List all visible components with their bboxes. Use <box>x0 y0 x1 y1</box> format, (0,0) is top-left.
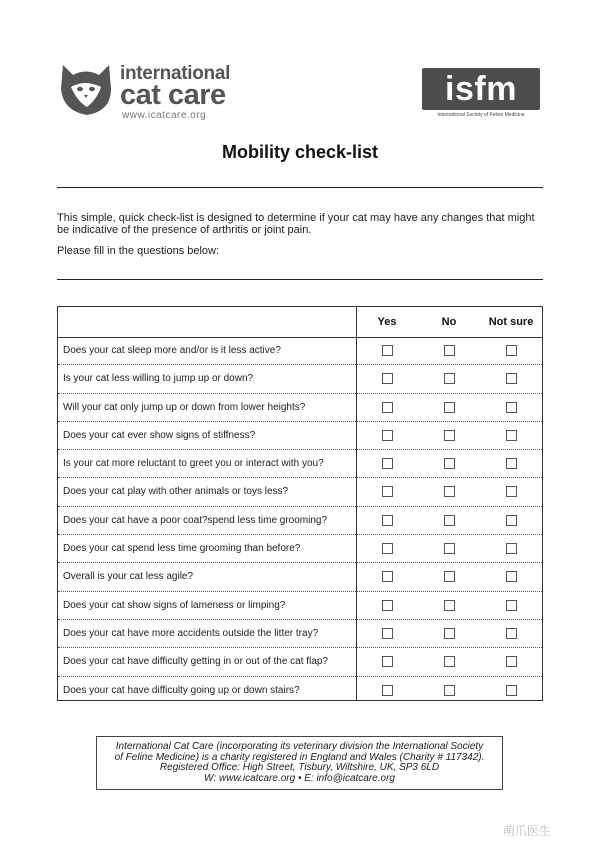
checkbox-yes[interactable] <box>382 656 393 667</box>
icc-logo-line2: cat care <box>120 79 226 111</box>
question-label: Does your cat show signs of lameness or limping? <box>63 599 286 611</box>
question-label: Does your cat have difficulty going up or down stairs? <box>63 684 300 696</box>
table-row <box>58 563 542 591</box>
checkbox-yes[interactable] <box>382 430 393 441</box>
column-header-no: No <box>441 316 457 328</box>
checkbox-not-sure[interactable] <box>506 515 517 526</box>
checkbox-yes[interactable] <box>382 543 393 554</box>
checkbox-not-sure[interactable] <box>506 600 517 611</box>
checkbox-no[interactable] <box>444 685 455 696</box>
table-row <box>58 620 542 648</box>
isfm-logo-subtitle: International Society of Feline Medicine <box>437 112 525 118</box>
checkbox-no[interactable] <box>444 402 455 413</box>
divider-top <box>57 187 543 188</box>
table-row <box>58 677 542 705</box>
checkbox-no[interactable] <box>444 373 455 384</box>
question-label: Does your cat ever show signs of stiffness? <box>63 429 256 441</box>
checkbox-not-sure[interactable] <box>506 571 517 582</box>
question-label: Does your cat have more accidents outside the litter tray? <box>63 627 319 639</box>
question-label: Does your cat spend less time grooming than before? <box>63 543 301 555</box>
table-row <box>58 450 542 478</box>
checkbox-no[interactable] <box>444 628 455 639</box>
checkbox-no[interactable] <box>444 571 455 582</box>
question-label: Will your cat only jump up or down from lower heights? <box>63 401 306 413</box>
question-label: Does your cat play with other animals or toys less? <box>63 486 289 498</box>
checkbox-not-sure[interactable] <box>506 345 517 356</box>
checkbox-yes[interactable] <box>382 515 393 526</box>
table-row <box>58 422 542 450</box>
checkbox-not-sure[interactable] <box>506 543 517 554</box>
question-label: Does your cat have difficulty getting in or out of the cat flap? <box>63 656 328 668</box>
footer-line-3: Registered Office: High Street, Tisbury, Wiltshire, UK, SP3 6LD <box>159 762 440 773</box>
question-label: Is your cat less willing to jump up or down? <box>63 373 254 385</box>
table-header <box>58 307 542 338</box>
page-title: Mobility check-list <box>221 142 379 162</box>
isfm-logo <box>422 68 540 120</box>
checkbox-yes[interactable] <box>382 373 393 384</box>
question-label: Overall is your cat less agile? <box>63 571 194 583</box>
table-row <box>58 394 542 422</box>
checkbox-no[interactable] <box>444 345 455 356</box>
icc-logo-line1: international <box>120 63 231 84</box>
table-row <box>58 592 542 620</box>
icc-logo-url: www.icatcare.org <box>122 110 207 121</box>
table-row <box>58 535 542 563</box>
checkbox-no[interactable] <box>444 430 455 441</box>
footer-box <box>96 736 503 790</box>
checkbox-yes[interactable] <box>382 486 393 497</box>
checkbox-yes[interactable] <box>382 345 393 356</box>
column-header-not-sure: Not sure <box>488 316 534 328</box>
checklist-table <box>57 306 543 701</box>
checkbox-not-sure[interactable] <box>506 373 517 384</box>
checkbox-no[interactable] <box>444 600 455 611</box>
checkbox-yes[interactable] <box>382 402 393 413</box>
question-label: Does your cat have a poor coat?spend less time grooming? <box>63 514 328 526</box>
isfm-logo-text: isfm <box>445 70 517 108</box>
checkbox-yes[interactable] <box>382 628 393 639</box>
question-label: Is your cat more reluctant to greet you or interact with you? <box>63 458 324 470</box>
footer-line-4: W: www.icatcare.org • E: info@icatcare.org <box>204 772 395 784</box>
footer-line-1: International Cat Care (incorporating its veterinary division the International Society <box>115 741 484 752</box>
question-label: Does your cat sleep more and/or is it less active? <box>63 345 281 356</box>
checkbox-no[interactable] <box>444 543 455 554</box>
table-row <box>58 478 542 506</box>
checkbox-not-sure[interactable] <box>506 430 517 441</box>
question-rows <box>58 337 542 705</box>
divider-bottom <box>57 279 543 280</box>
checkbox-not-sure[interactable] <box>506 486 517 497</box>
checkbox-yes[interactable] <box>382 600 393 611</box>
table-row <box>58 337 542 365</box>
checkbox-not-sure[interactable] <box>506 458 517 469</box>
intro-text: This simple, quick check-list is designed to determine if your cat may have any changes that might be indicative of the presence of arthritis or joint pain. <box>57 212 535 236</box>
watermark-text: 萌爪医生 <box>503 824 552 838</box>
table-row <box>58 365 542 393</box>
footer-line-2: of Feline Medicine) is a charity registered in England and Wales (Charity # 117342). <box>114 751 485 763</box>
checkbox-no[interactable] <box>444 515 455 526</box>
icc-logo <box>57 57 242 127</box>
cat-face-icon <box>57 59 115 119</box>
checkbox-yes[interactable] <box>382 685 393 696</box>
checkbox-not-sure[interactable] <box>506 628 517 639</box>
checkbox-no[interactable] <box>444 458 455 469</box>
instructions-text: Please fill in the questions below: <box>57 245 220 257</box>
checkbox-not-sure[interactable] <box>506 402 517 413</box>
checkbox-no[interactable] <box>444 656 455 667</box>
checkbox-not-sure[interactable] <box>506 656 517 667</box>
checkbox-not-sure[interactable] <box>506 685 517 696</box>
table-row <box>58 648 542 676</box>
table-row <box>58 507 542 535</box>
column-header-yes: Yes <box>377 316 397 328</box>
checkbox-yes[interactable] <box>382 458 393 469</box>
checkbox-no[interactable] <box>444 486 455 497</box>
checkbox-yes[interactable] <box>382 571 393 582</box>
